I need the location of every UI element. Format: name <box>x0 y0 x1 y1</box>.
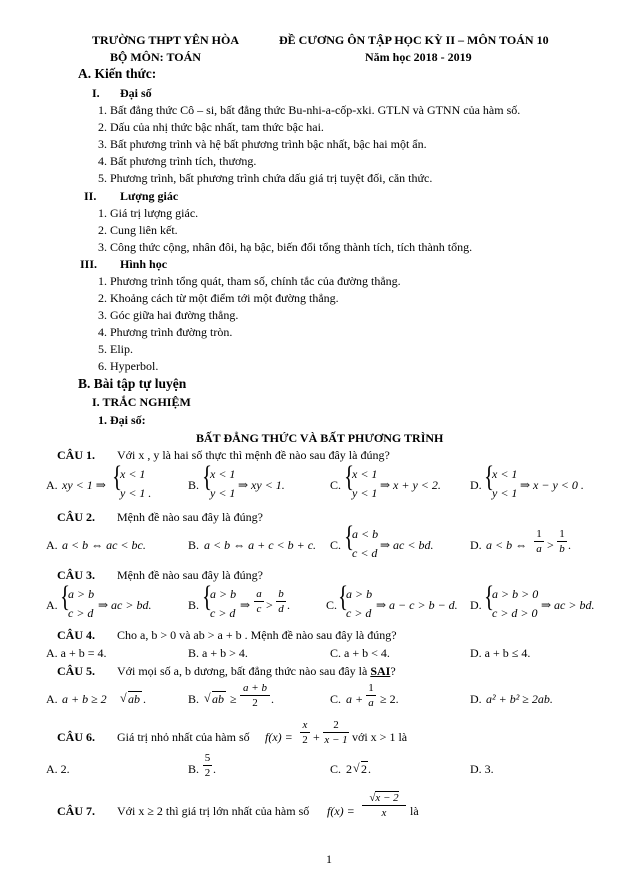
option-a-label[interactable]: A. <box>46 692 58 706</box>
option-d-post: ⇒ x − y < 0 . <box>520 478 584 492</box>
question-stem: Mệnh đề nào sau đây là đúng? <box>117 510 263 524</box>
question-stem: Cho a, b > 0 và ab > a + b . Mệnh đề nào sau đây là đúng? <box>117 628 397 642</box>
department: BỘ MÔN: TOÁN <box>110 50 201 64</box>
fraction: x 2 <box>300 719 310 746</box>
brace: { <box>484 460 495 493</box>
system-row: a < b <box>352 527 379 541</box>
option-c-post: ⇒ a − c > b − d. <box>376 598 458 612</box>
brace: { <box>202 580 213 613</box>
option-a-post: ⇒ ac > bd. <box>98 598 152 612</box>
option-a-text: a + b ≥ 2 <box>62 692 107 706</box>
option-b-label[interactable]: B. <box>188 598 200 612</box>
gt-sign: > <box>266 598 273 612</box>
option-c[interactable]: C. a + b < 4. <box>330 646 390 660</box>
section-3-number: III. <box>80 257 98 271</box>
period: . <box>143 692 146 706</box>
system-row: a > b <box>68 587 95 601</box>
list-item: 4. Bất phương trình tích, thương. <box>98 154 257 168</box>
option-b-label[interactable]: B. <box>188 762 200 776</box>
question-stem-end: là <box>410 804 419 818</box>
fraction: a c <box>254 588 264 615</box>
system-row: a > b > 0 <box>492 587 539 601</box>
option-c-label[interactable]: C. <box>330 538 342 552</box>
system-row: c < d <box>352 546 378 560</box>
list-item: 3. Công thức cộng, nhân đôi, hạ bậc, biến đổi tổng thành tích, tích thành tổng. <box>98 240 473 254</box>
fraction: b d <box>276 588 286 615</box>
question-label: CÂU 3. <box>57 568 95 582</box>
fraction: √x − 2 x <box>362 792 406 819</box>
system-row: y < 1 <box>210 486 236 500</box>
page-number: 1 <box>326 852 332 866</box>
option-b-post: ⇒ xy < 1. <box>238 478 285 492</box>
question-stem: Với x ≥ 2 thì giá trị lớn nhất của hàm số <box>117 804 310 818</box>
brace: { <box>344 520 355 553</box>
option-b[interactable]: B. a + b > 4. <box>188 646 248 660</box>
question-label: CÂU 5. <box>57 664 95 678</box>
list-item: 5. Phương trình, bất phương trình chứa dấu giá trị tuyệt đối, căn thức. <box>98 171 433 185</box>
implies-arrow: ⇒ <box>240 598 251 612</box>
question-stem: Giá trị nhỏ nhất của hàm số <box>117 730 250 744</box>
period: . <box>213 762 216 776</box>
list-item: 3. Góc giữa hai đường thẳng. <box>98 308 239 322</box>
option-d-label[interactable]: D. <box>470 478 482 492</box>
topic-heading: BẤT ĐẲNG THỨC VÀ BẤT PHƯƠNG TRÌNH <box>196 431 444 445</box>
period: . <box>368 762 371 776</box>
system-row: y < 1 <box>352 486 378 500</box>
option-c-post: ⇒ ac < bd. <box>380 538 434 552</box>
option-c-post: ⇒ x + y < 2. <box>380 478 441 492</box>
section-3-title: Hình học <box>120 257 168 271</box>
fraction: 1 a <box>534 528 544 555</box>
section-1-number: I. <box>92 86 100 100</box>
brace: { <box>202 460 213 493</box>
option-c-label[interactable]: C. <box>330 478 342 492</box>
school-year: Năm học 2018 - 2019 <box>365 50 472 64</box>
option-b-label[interactable]: B. <box>188 478 200 492</box>
function-name: f(x) = <box>327 804 355 818</box>
period: . <box>287 598 290 612</box>
system-row: a > b <box>210 587 237 601</box>
option-d-text: a² + b² ≥ 2ab. <box>486 692 553 706</box>
fraction: 2 x − 1 <box>324 719 348 746</box>
sqrt-sign: √ <box>204 691 211 705</box>
brace: { <box>60 580 71 613</box>
option-b-text: a < b ⇔ a + c < b + c. <box>204 538 317 552</box>
period: . <box>568 538 571 552</box>
option-c-label[interactable]: C. <box>326 598 338 612</box>
list-item: 1. Phương trình tổng quát, tham số, chính tắc của đường thẳng. <box>98 274 401 288</box>
list-item: 6. Hyperbol. <box>98 359 159 373</box>
list-item: 3. Bất phương trình và hệ bất phương trình bậc nhất, bậc hai một ẩn. <box>98 137 427 151</box>
radicand: ab <box>212 692 224 706</box>
section-heading: I. TRẮC NGHIỆM <box>92 395 191 409</box>
sai-emphasis: SAI <box>370 664 391 678</box>
list-item: 4. Phương trình đường tròn. <box>98 325 233 339</box>
part-b-title: B. Bài tập tự luyện <box>78 376 187 391</box>
ge-sign: ≥ <box>230 692 237 706</box>
radicand: 2 <box>361 762 367 776</box>
option-b-label[interactable]: B. <box>188 692 200 706</box>
list-item: 2. Cung liên kết. <box>98 223 178 237</box>
option-c-label[interactable]: C. <box>330 762 342 776</box>
list-item: 5. Elip. <box>98 342 133 356</box>
sqrt-sign: √ <box>353 761 360 775</box>
brace: { <box>112 460 123 493</box>
period: . <box>271 692 274 706</box>
question-stem: Với mọi số a, b dương, bất đẳng thức nào sau đây là SAI? <box>117 664 396 678</box>
section-2-title: Lượng giác <box>120 189 179 203</box>
option-d[interactable]: D. a + b ≤ 4. <box>470 646 531 660</box>
list-item: 1. Bất đẳng thức Cô – si, bất đẳng thức Bu-nhi-a-cốp-xki. GTLN và GTNN của hàm số. <box>98 103 521 117</box>
option-a-label[interactable]: A. <box>46 478 58 492</box>
coefficient: 2 <box>346 762 352 776</box>
list-item: 2. Dấu của nhị thức bậc nhất, tam thức bậc hai. <box>98 120 324 134</box>
option-a-label[interactable]: A. <box>46 538 58 552</box>
question-stem: Với x , y là hai số thực thì mệnh đề nào sau đây là đúng? <box>117 448 390 462</box>
system-row: c > d <box>346 606 372 620</box>
fraction: 5 2 <box>204 752 211 779</box>
plus-sign: + <box>313 730 320 744</box>
system-row: y < 1 <box>120 486 146 500</box>
option-d-label[interactable]: D. <box>470 598 482 612</box>
option-c-post: ≥ 2. <box>380 692 399 706</box>
system-row: x < 1 <box>210 467 236 481</box>
school-name: TRƯỜNG THPT YÊN HÒA <box>92 33 240 47</box>
question-label: CÂU 1. <box>57 448 95 462</box>
system-row: c > d > 0 <box>492 606 538 620</box>
list-item: 1. Giá trị lượng giác. <box>98 206 199 220</box>
section-2-number: II. <box>84 189 97 203</box>
radicand: ab <box>128 692 140 706</box>
option-a-label[interactable]: A. <box>46 598 58 612</box>
system-row: x < 1 <box>120 467 146 481</box>
brace: { <box>338 580 349 613</box>
option-b-label[interactable]: B. <box>188 538 200 552</box>
brace: { <box>484 580 495 613</box>
option-d-post: ⇒ ac > bd. <box>541 598 595 612</box>
question-label: CÂU 4. <box>57 628 95 642</box>
question-stem-end: với x > 1 là <box>352 730 408 744</box>
system-row: c > d <box>210 606 236 620</box>
system-row: y < 1 <box>492 486 518 500</box>
question-stem: Mệnh đề nào sau đây là đúng? <box>117 568 263 582</box>
sqrt-sign: √ <box>120 691 127 705</box>
document-title: ĐỀ CƯƠNG ÔN TẬP HỌC KỲ II – MÔN TOÁN 10 <box>279 33 549 47</box>
option-d[interactable]: D. 3. <box>470 762 494 776</box>
option-c-pre: a + <box>346 692 364 706</box>
option-a[interactable]: A. a + b = 4. <box>46 646 107 660</box>
function-name: f(x) = <box>265 730 293 744</box>
option-d-label[interactable]: D. <box>470 692 482 706</box>
option-d-label[interactable]: D. <box>470 538 482 552</box>
fraction: a + b 2 <box>240 682 270 709</box>
part-a-title: A. Kiến thức: <box>78 66 157 81</box>
system-row: c > d <box>68 606 94 620</box>
fraction: 1 b <box>557 528 567 555</box>
brace: { <box>344 460 355 493</box>
system-row: x < 1 <box>492 467 518 481</box>
option-d-pre: a < b ⇔ <box>486 538 528 552</box>
question-label: CÂU 6. <box>57 730 95 744</box>
section-1-title: Đại số <box>120 86 152 100</box>
fraction: 1 a <box>366 682 376 709</box>
option-a[interactable]: A. 2. <box>46 762 70 776</box>
system-row: x < 1 <box>352 467 378 481</box>
question-label: CÂU 7. <box>57 804 95 818</box>
list-item: 2. Khoảng cách từ một điểm tới một đường thẳng. <box>98 291 339 305</box>
question-label: CÂU 2. <box>57 510 95 524</box>
option-c-label[interactable]: C. <box>330 692 342 706</box>
option-a-pre: xy < 1 ⇒ <box>62 478 106 492</box>
option-a-text: a < b ⇔ ac < bc. <box>62 538 146 552</box>
gt-sign: > <box>547 538 554 552</box>
subsection-heading: 1. Đại số: <box>98 413 146 427</box>
system-row: a > b <box>346 587 373 601</box>
